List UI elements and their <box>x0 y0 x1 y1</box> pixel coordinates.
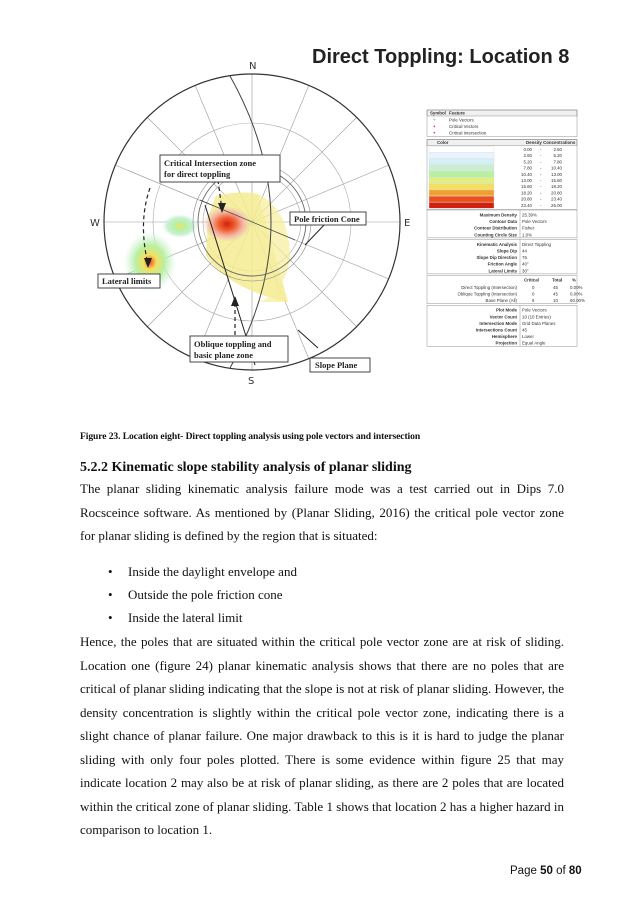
criteria-item: • Inside the daylight envelope and <box>108 560 297 583</box>
legend-stat-value: 1.0% <box>522 232 533 238</box>
legend-stat-label: Contour Distribution <box>474 225 517 231</box>
legend-kinematic-value: 30° <box>522 268 529 274</box>
intro-paragraph: The planar sliding kinematic analysis failure mode was a test carried out in Dips 7.0 Rocsceince software. As mentioned by (Planar Sliding, 2016) the critical pole vector zone for planar sliding is defined by the region that is situated: <box>80 481 564 543</box>
legend-density-header: Density Concentrations <box>526 140 576 145</box>
callout-oblique-1: Oblique toppling and <box>194 339 272 349</box>
callout-oblique-2: basic plane zone <box>194 350 254 360</box>
legend-kinematic-label: Kinematic Analysis <box>476 241 517 247</box>
density-dash: - <box>540 165 542 171</box>
legend-plot-value: 10 (10 Entries) <box>522 314 551 320</box>
density-from: 20.80 <box>521 196 532 202</box>
legend-kinematic-value: 40° <box>522 261 529 267</box>
density-to: 10.40 <box>551 165 562 171</box>
results-header-pct: % <box>572 277 576 283</box>
legend-stat-value: Pole Vectors <box>522 219 547 225</box>
figure-23 <box>80 40 585 412</box>
density-from: 0.00 <box>523 147 532 152</box>
criteria-list <box>108 560 297 629</box>
density-swatch <box>429 165 494 171</box>
legend-stat-value: 25.39% <box>522 212 537 218</box>
result-critical: 0 <box>532 291 535 297</box>
density-swatch <box>429 202 494 208</box>
legend-symbol-label: Critical Vectors <box>449 124 479 129</box>
result-label: Base Plane (All) <box>485 298 517 304</box>
bullet-icon: • <box>108 587 113 602</box>
density-swatch <box>429 147 494 153</box>
density-dash: - <box>540 196 542 202</box>
callout-pole-friction-cone: Pole friction Cone <box>294 214 360 224</box>
density-to: 23.40 <box>551 196 562 202</box>
legend-kinematic-value: 76 <box>522 255 527 261</box>
result-total: 10 <box>553 298 558 304</box>
legend-kinematic-value: 44 <box>522 248 527 254</box>
result-pct: 60.00% <box>570 298 585 304</box>
results-header-critical: Critical <box>524 277 539 283</box>
density-swatch <box>429 171 494 177</box>
criteria-item: • Inside the lateral limit <box>108 606 297 629</box>
legend-plot-value: Pole Vectors <box>522 307 547 313</box>
density-swatch <box>429 159 494 165</box>
legend-kinematic-value: Direct Toppling <box>522 241 551 247</box>
legend-feature-header: Feature <box>449 110 465 116</box>
density-swatch <box>429 153 494 159</box>
result-total: 45 <box>553 291 558 297</box>
density-from: 15.60 <box>521 184 532 190</box>
results-header-total: Total <box>552 277 563 283</box>
legend-plot-value: Grid Data Planes <box>522 320 556 326</box>
density-from: 23.40 <box>521 202 532 208</box>
density-swatch <box>429 196 494 202</box>
legend-plot-label: Intersection Mode <box>479 320 517 326</box>
density-from: 5.20 <box>523 159 532 165</box>
density-from: 7.80 <box>523 165 532 171</box>
legend-kinematic-label: Slope Dip <box>496 248 517 254</box>
result-pct: 0.00% <box>570 291 583 297</box>
compass-e: E <box>404 218 411 229</box>
legend-symbol-glyph: + <box>433 117 436 123</box>
density-cluster-minor <box>162 214 198 238</box>
compass-s: S <box>248 376 255 387</box>
density-from: 2.60 <box>523 153 532 159</box>
density-to: 26.00 <box>551 202 562 208</box>
density-swatch <box>429 190 494 196</box>
density-to: 5.20 <box>553 153 562 159</box>
bullet-icon: • <box>108 610 113 625</box>
legend-symbol-header: Symbol <box>430 110 446 116</box>
legend-panel <box>427 110 585 346</box>
legend-symbol-glyph: + <box>433 130 436 136</box>
compass-n: N <box>249 61 257 72</box>
callout-critical-zone-2: for direct toppling <box>164 169 231 179</box>
legend-plot-value: 45 <box>522 327 527 333</box>
section-heading: 5.2.2 Kinematic slope stability analysis of planar sliding <box>80 460 412 475</box>
callout-slope-plane: Slope Plane <box>315 360 358 370</box>
callout-lateral-limits: Lateral limits <box>102 276 152 286</box>
page-number: Page 50 of 80 <box>510 865 582 877</box>
density-dash: - <box>540 153 542 159</box>
legend-plot-label: Plot Mode <box>496 307 517 313</box>
callout-critical-zone-1: Critical Intersection zone <box>164 158 257 168</box>
density-from: 10.40 <box>521 171 532 177</box>
density-from: 18.20 <box>521 190 532 196</box>
legend-plot-label: Vector Count <box>489 314 517 320</box>
figure-title: Direct Toppling: Location 8 <box>312 46 570 68</box>
legend-stat-label: Maximum Density <box>479 212 517 218</box>
density-swatch <box>429 178 494 184</box>
legend-symbol-label: Pole Vectors <box>449 117 474 123</box>
legend-plot-value: Equal Angle <box>522 340 546 346</box>
density-to: 13.00 <box>551 171 562 177</box>
density-dash: - <box>540 190 542 196</box>
legend-stat-label: Counting Circle Size <box>474 232 517 238</box>
density-dash: - <box>540 178 542 183</box>
legend-color-header: Color <box>437 140 449 145</box>
result-critical: 6 <box>532 298 535 304</box>
density-dash: - <box>540 159 542 165</box>
density-to: 15.60 <box>551 178 562 183</box>
legend-kinematic-label: Friction Angle <box>487 261 517 267</box>
density-dash: - <box>540 171 542 177</box>
criteria-item: • Outside the pole friction cone <box>108 583 297 606</box>
density-from: 13.00 <box>521 178 532 183</box>
result-critical: 0 <box>532 284 535 290</box>
density-to: 7.80 <box>553 159 562 165</box>
density-dash: - <box>540 202 542 208</box>
legend-kinematic-label: Lateral Limits <box>488 268 517 274</box>
density-dash: - <box>540 147 542 152</box>
legend-symbol-label: Critical Intersection <box>449 130 487 136</box>
density-dash: - <box>540 184 542 190</box>
legend-plot-label: Intersections Count <box>475 327 517 333</box>
density-to: 2.60 <box>553 147 562 152</box>
legend-plot-value: Lower <box>522 334 534 340</box>
legend-kinematic-label: Slope Dip Direction <box>476 255 517 261</box>
legend-plot-label: Hemisphere <box>491 334 517 340</box>
bullet-icon: • <box>108 564 113 579</box>
result-label: Direct Toppling (Intersection) <box>461 284 517 290</box>
result-total: 45 <box>553 284 558 290</box>
body-paragraph: Hence, the poles that are situated within the critical pole vector zone are at risk of sliding. Location one (figure 24) planar kinematic analysis shows that there are no poles that are critical of planar sliding indicating that the slope is not at risk of planar sliding. However, the density concentration is slightly within the critical pole vector zone, indicating there is a slight chance of planar failure. One major drawback to this is it is hard to judge the planar sliding with only four poles plotted. There is some evidence within figure 25 that may indicate location 2 may also be at risk of planar sliding, as there are 2 poles that are located within the critical zone of planar sliding. Table 1 shows that location 2 has a higher hazard in comparison to location 1. <box>80 634 564 837</box>
result-label: Oblique Toppling (Intersection) <box>457 291 517 297</box>
result-pct: 0.00% <box>570 284 583 290</box>
figure-caption: Figure 23. Location eight- Direct toppling analysis using pole vectors and intersection <box>80 431 421 442</box>
legend-plot-label: Projection <box>495 340 517 346</box>
legend-stat-value: Fisher <box>522 225 535 231</box>
legend-symbol-glyph: + <box>433 124 436 129</box>
density-to: 20.80 <box>551 190 562 196</box>
stereonet-figure <box>80 40 585 412</box>
legend-stat-label: Contour Data <box>489 219 517 225</box>
density-swatch <box>429 184 494 190</box>
compass-w: W <box>90 218 100 229</box>
density-to: 18.20 <box>551 184 562 190</box>
